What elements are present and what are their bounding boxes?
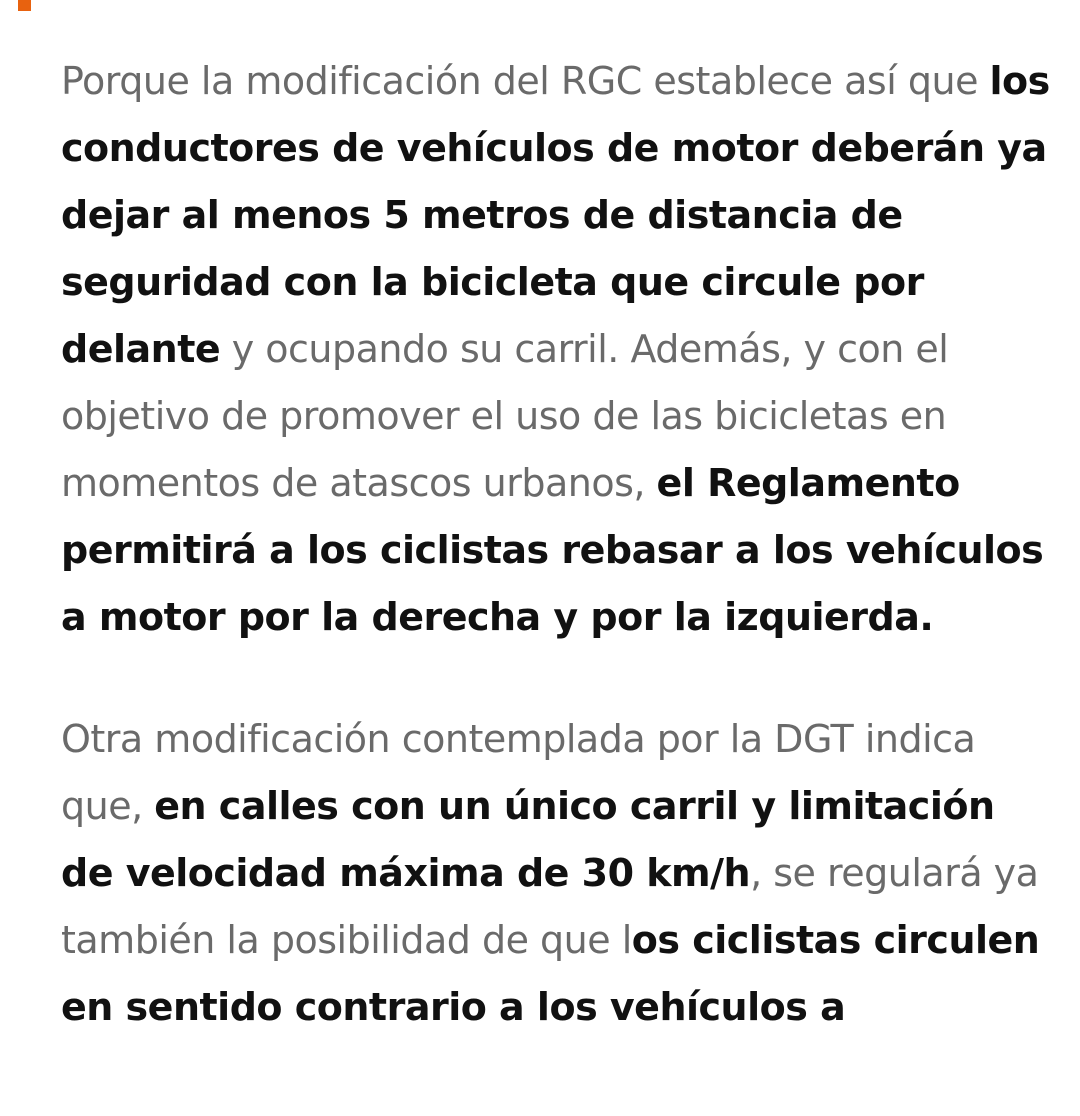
paragraph-2 (61, 706, 1051, 1041)
paragraph-text: Porque la modificación del RGC establece así que (61, 59, 990, 103)
paragraph-highlight: en calles con un único carril y limitación de velocidad máxima de 30 km/h (61, 784, 995, 895)
paragraph-text: , se regulará ya también la posibilidad de que l (61, 851, 1039, 962)
paragraph-highlight: os ciclistas circulen en sentido contrario a los vehículos a (61, 918, 1040, 1029)
paragraph-highlight: los conductores de vehículos de motor deberán ya dejar al menos 5 metros de distancia de seguridad con la bicicleta que circule por delante (61, 59, 1050, 371)
paragraph-1 (61, 48, 1051, 651)
paragraph-text: y ocupando su carril. Además, y con el objetivo de promover el uso de las bicicletas en momentos de atascos urbanos, (61, 327, 949, 505)
paragraph-highlight: el Reglamento permitirá a los ciclistas rebasar a los vehículos a motor por la derecha y por la izquierda. (61, 461, 1044, 639)
article-body (61, 48, 1051, 1096)
paragraph-text: Otra modificación contemplada por la DGT indica que, (61, 717, 976, 828)
accent-marker (18, 0, 31, 11)
